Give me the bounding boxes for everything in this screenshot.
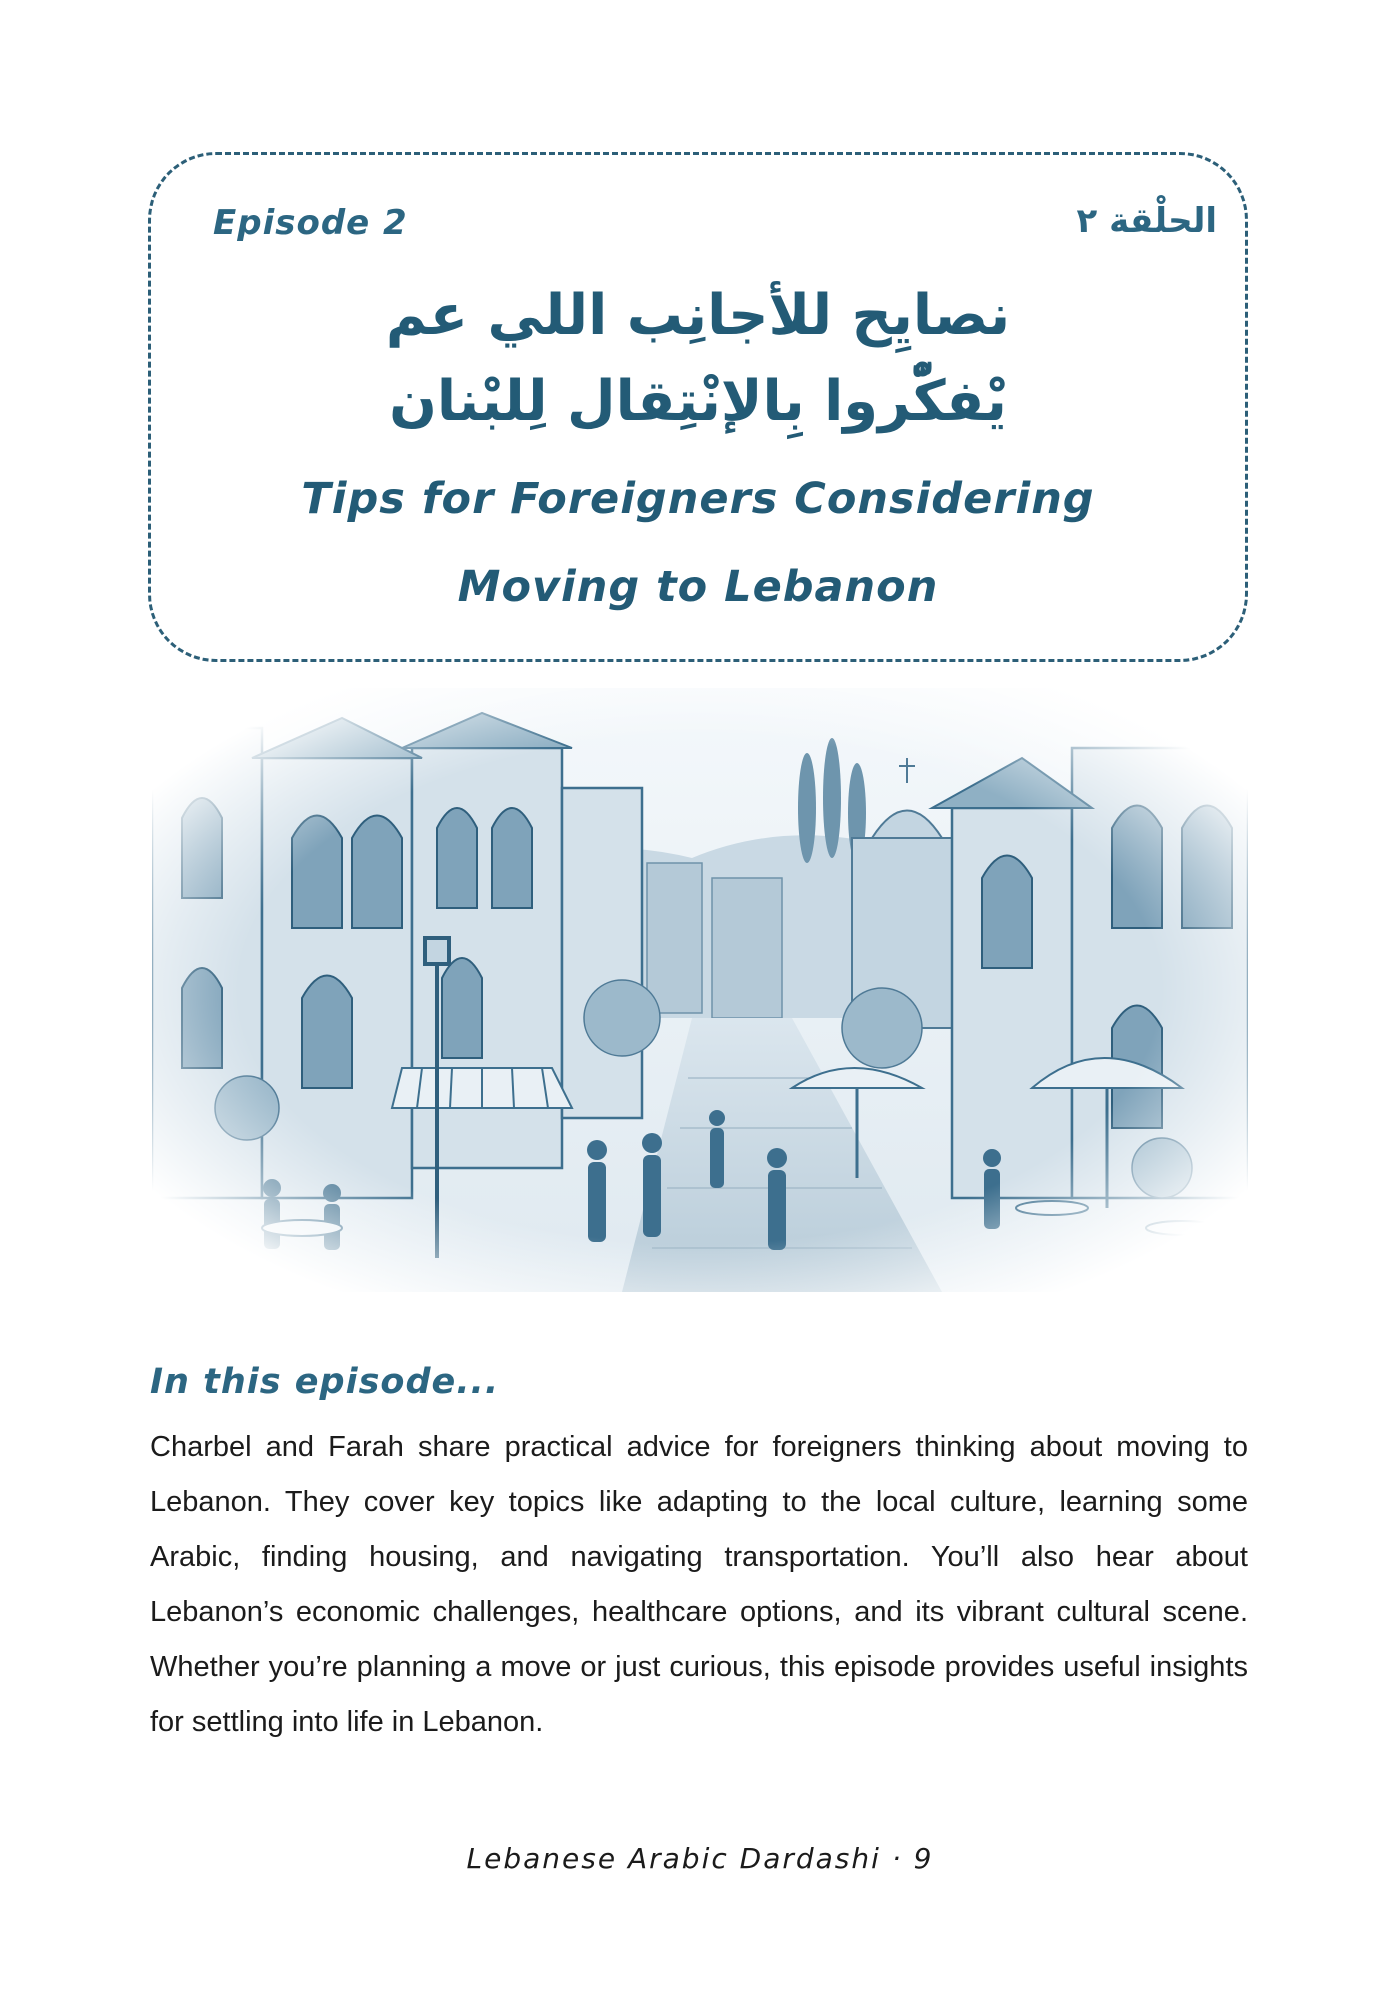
episode-title-english — [151, 455, 1245, 631]
section-heading: In this episode... — [150, 1362, 500, 1402]
page-footer: Lebanese Arabic Dardashi · 9 — [466, 1842, 934, 1875]
episode-description: Charbel and Farah share practical advice for foreigners thinking about moving to Lebanon. They cover key topics like adapting to the local culture, learning some Arabic, finding housing, and navigating transportation. You’ll also hear about Lebanon’s economic challenges, healthcare options, and its vibrant cultural scene. Whether you’re planning a move or just curious, this episode provides useful insights for settling into life in Lebanon. — [150, 1431, 1248, 1738]
episode-title-arabic-line1: نصايِح للأجانِب اللي عم — [385, 283, 1011, 348]
episode-number-english: Episode 2 — [213, 203, 408, 243]
episode-title-english-line2: Moving to Lebanon — [457, 562, 939, 612]
street-scene-illustration — [152, 688, 1248, 1292]
episode-number-arabic: الحلْقة ٢ — [1076, 201, 1217, 241]
episode-title-arabic-line2: يْفكّْروا بِالإنْتِقال لِلبْنان — [389, 369, 1007, 434]
episode-title-arabic — [151, 273, 1245, 445]
episode-header-box — [148, 152, 1248, 662]
episode-title-english-line1: Tips for Foreigners Considering — [301, 474, 1095, 524]
